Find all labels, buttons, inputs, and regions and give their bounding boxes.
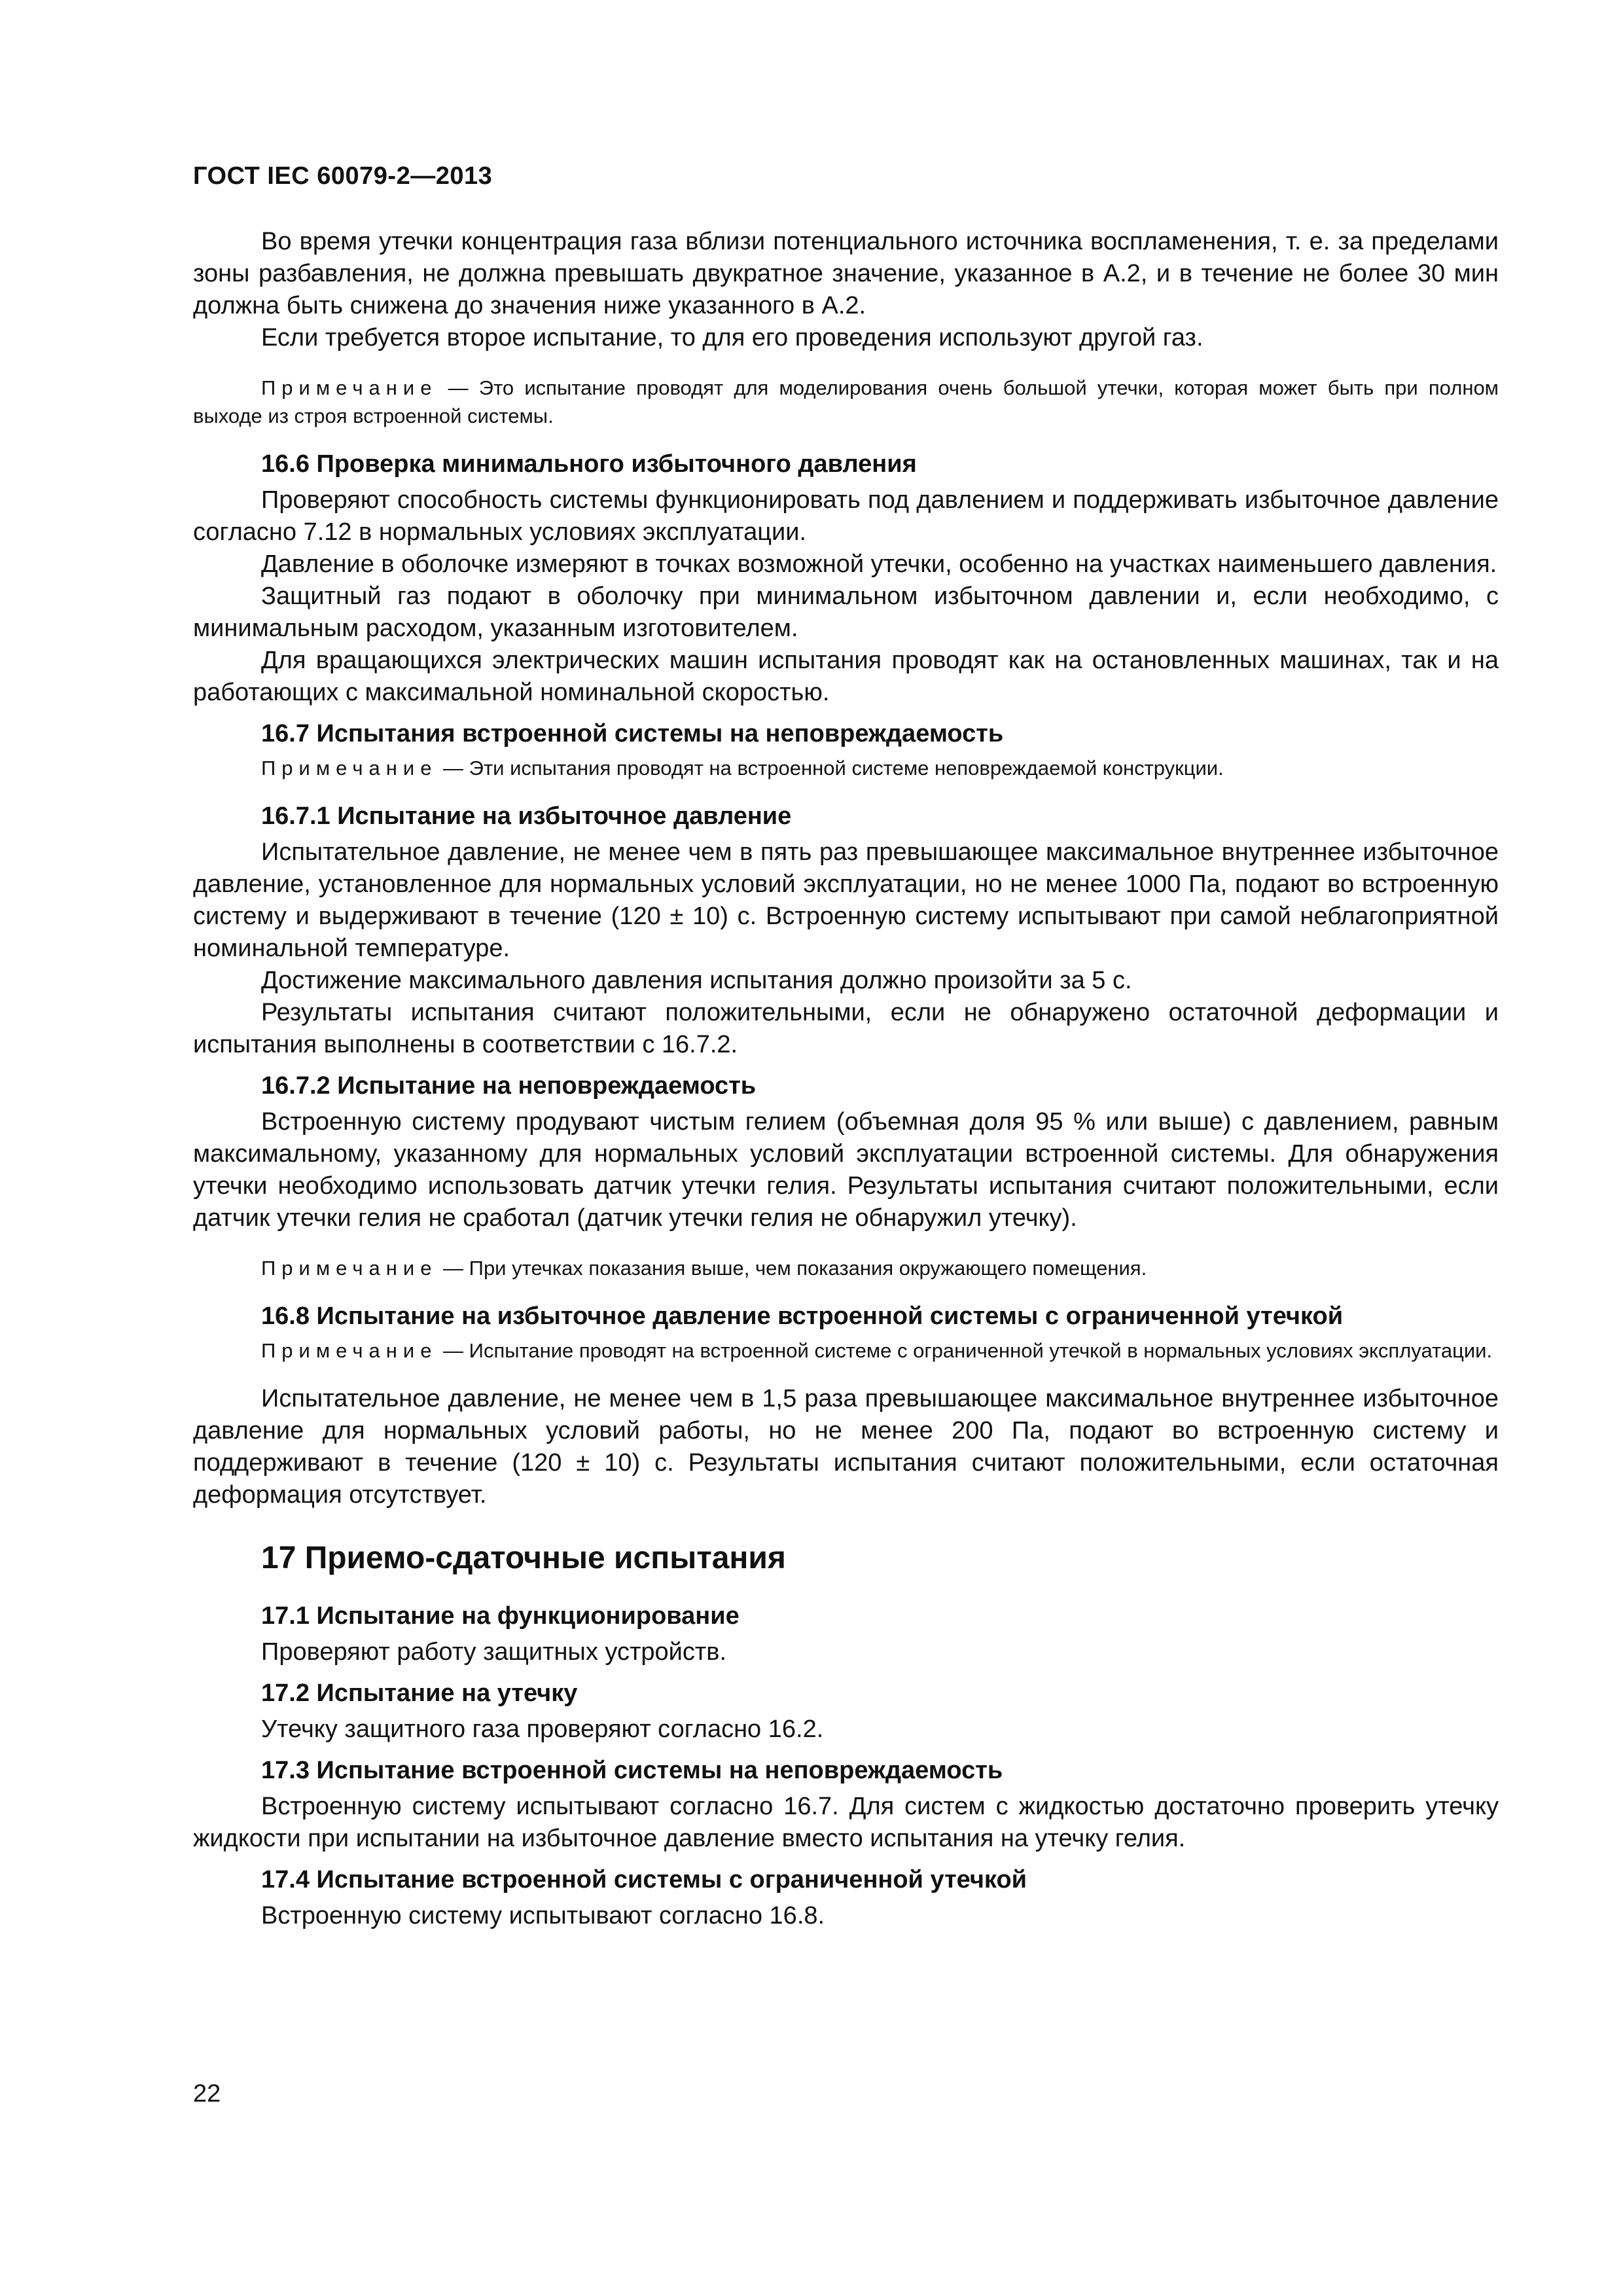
note <box>193 374 1499 430</box>
note-text: — Эти испытания проводят на встроенной системе неповреждаемой конструкции. <box>437 757 1224 780</box>
note-label: Примечание <box>261 1339 438 1362</box>
paragraph: Во время утечки концентрация газа вблизи потенциального источника воспламенения, т. е. за пределами зоны разбавления, не должна превышать двукратное значение, указанное в А.2, и в течение не более 30 мин должна быть снижена до значения ниже указанного в А.2. <box>193 228 1499 319</box>
section-heading: 17.4 Испытание встроенной системы с ограниченной утечкой <box>261 1866 1027 1893</box>
section-heading: 16.6 Проверка минимального избыточного давления <box>261 450 917 478</box>
paragraph: Встроенную систему испытывают согласно 16.7. Для систем с жидкостью достаточно проверить утечку жидкости при испытании на избыточное давление вместо испытания на утечку гелия. <box>193 1793 1499 1852</box>
paragraph: Проверяют работу защитных устройств. <box>261 1638 727 1666</box>
note-label: Примечание <box>261 757 438 780</box>
note <box>193 754 1499 782</box>
paragraph: Встроенную систему продувают чистым гелием (объемная доля 95 % или выше) с давлением, равным максимальному, указанному для нормальных условий эксплуатации встроенной системы. Для обнаружения утечки необходимо использовать датчик утечки гелия. Результаты испытания считают положительными, если датчик утечки гелия не сработал (датчик утечки гелия не обнаружил утечку). <box>193 1108 1499 1232</box>
note-text: — Это испытание проводят для моделирования очень большой утечки, которая может быть при полном выходе из строя встроенной системы. <box>193 376 1499 427</box>
paragraph: Защитный газ подают в оболочку при минимальном избыточном давлении и, если необходимо, с минимальным расходом, указанным изготовителем. <box>193 583 1499 642</box>
document-header: ГОСТ IEC 60079-2—2013 <box>193 162 493 190</box>
section-heading: 17.3 Испытание встроенной системы на неповреждаемость <box>261 1757 1003 1784</box>
paragraph: Достижение максимального давления испытания должно произойти за 5 с. <box>261 967 1132 994</box>
paragraph: Проверяют способность системы функционировать под давлением и поддерживать избыточное давление согласно 7.12 в нормальных условиях эксплуатации. <box>193 486 1499 546</box>
note-label: Примечание <box>261 1257 438 1280</box>
section-heading: 17.1 Испытание на функционирование <box>261 1602 740 1630</box>
paragraph: Результаты испытания считают положительными, если не обнаружено остаточной деформации и испытания выполнены в соответствии с 16.7.2. <box>193 999 1499 1058</box>
paragraph: Встроенную систему испытывают согласно 16.8. <box>261 1902 825 1929</box>
paragraph: Для вращающихся электрических машин испытания проводят как на остановленных машинах, так и на работающих с максимальной номинальной скоростью. <box>193 647 1499 706</box>
note <box>193 1336 1499 1365</box>
chapter-heading: 17 Приемо-сдаточные испытания <box>261 1541 786 1575</box>
note-label: Примечание <box>261 376 438 399</box>
note <box>193 1254 1499 1282</box>
section-heading: 16.7 Испытания встроенной системы на неповреждаемость <box>261 720 1004 747</box>
paragraph: Давление в оболочке измеряют в точках возможной утечки, особенно на участках наименьшего давления. <box>261 550 1497 578</box>
note-text: — Испытание проводят на встроенной системе с ограниченной утечкой в нормальных условиях эксплуатации. <box>437 1339 1493 1362</box>
paragraph: Утечку защитного газа проверяют согласно 16.2. <box>261 1715 824 1743</box>
note-text: — При утечках показания выше, чем показания окружающего помещения. <box>437 1257 1147 1280</box>
section-heading: 16.8 Испытание на избыточное давление встроенной системы с ограниченной утечкой <box>261 1302 1344 1330</box>
section-heading: 16.7.1 Испытание на избыточное давление <box>261 802 792 830</box>
paragraph: Испытательное давление, не менее чем в 1,5 раза превышающее максимальное внутреннее избыточное давление для нормальных условий работы, но не менее 200 Па, подают во встроенную систему и поддерживают в течение (120 ± 10) с. Результаты испытания считают положительными, если остаточная деформация отсутствует. <box>193 1385 1499 1509</box>
section-heading: 16.7.2 Испытание на неповреждаемость <box>261 1072 757 1100</box>
document-body <box>193 226 1499 1932</box>
paragraph: Если требуется второе испытание, то для его проведения используют другой газ. <box>261 324 1204 351</box>
page-number: 22 <box>193 2080 221 2108</box>
section-heading: 17.2 Испытание на утечку <box>261 1679 578 1707</box>
paragraph: Испытательное давление, не менее чем в пять раз превышающее максимальное внутреннее избыточное давление, установленное для нормальных условий эксплуатации, но не менее 1000 Па, подают во встроенную систему и выдерживают в течение (120 ± 10) с. Встроенную систему испытывают при самой неблагоприятной номинальной температуре. <box>193 838 1499 962</box>
